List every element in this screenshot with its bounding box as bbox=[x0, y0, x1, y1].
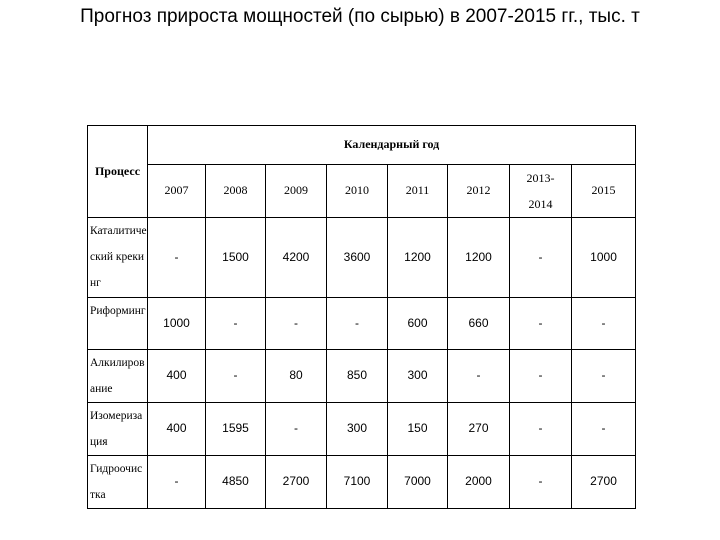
process-name: Алкилирование bbox=[88, 350, 148, 403]
table-cell: - bbox=[448, 350, 510, 403]
table-cell: 7100 bbox=[327, 456, 388, 509]
table-cell: 2700 bbox=[266, 456, 327, 509]
year-header: 2009 bbox=[266, 165, 327, 218]
process-name: Риформинг bbox=[88, 298, 148, 350]
table-header-row bbox=[88, 126, 636, 165]
table-cell: 1000 bbox=[572, 218, 636, 298]
table-cell: 660 bbox=[448, 298, 510, 350]
table-cell: 270 bbox=[448, 403, 510, 456]
table-cell: 1595 bbox=[206, 403, 266, 456]
year-header: 2011 bbox=[388, 165, 448, 218]
table-cell: 2700 bbox=[572, 456, 636, 509]
table-cell: - bbox=[327, 298, 388, 350]
table-cell: - bbox=[206, 298, 266, 350]
table-cell: 1000 bbox=[148, 298, 206, 350]
table-cell: 80 bbox=[266, 350, 327, 403]
table-cell: - bbox=[148, 456, 206, 509]
process-name: Гидроочистка bbox=[88, 456, 148, 509]
year-header: 2012 bbox=[448, 165, 510, 218]
table-cell: - bbox=[510, 403, 572, 456]
table-cell: 300 bbox=[327, 403, 388, 456]
process-name: Изомеризация bbox=[88, 403, 148, 456]
table-cell: 600 bbox=[388, 298, 448, 350]
table-cell: - bbox=[148, 218, 206, 298]
table-cell: 4200 bbox=[266, 218, 327, 298]
table-cell: - bbox=[266, 298, 327, 350]
table-cell: - bbox=[572, 350, 636, 403]
table-cell: - bbox=[510, 350, 572, 403]
year-header: 2015 bbox=[572, 165, 636, 218]
table-row bbox=[88, 298, 636, 350]
table-cell: - bbox=[206, 350, 266, 403]
table-cell: - bbox=[266, 403, 327, 456]
table-cell: - bbox=[510, 456, 572, 509]
capacity-table bbox=[87, 125, 636, 509]
year-header: 2007 bbox=[148, 165, 206, 218]
table-cell: 400 bbox=[148, 350, 206, 403]
years-row bbox=[88, 165, 636, 218]
table-cell: 1500 bbox=[206, 218, 266, 298]
table-cell: 850 bbox=[327, 350, 388, 403]
table-row bbox=[88, 456, 636, 509]
table-row bbox=[88, 403, 636, 456]
calendar-year-header: Календарный год bbox=[148, 126, 636, 165]
table-cell: 150 bbox=[388, 403, 448, 456]
table-row bbox=[88, 218, 636, 298]
table-cell: 2000 bbox=[448, 456, 510, 509]
year-header: 2013- 2014 bbox=[510, 165, 572, 218]
table-cell: - bbox=[510, 218, 572, 298]
table-row bbox=[88, 350, 636, 403]
table-cell: 3600 bbox=[327, 218, 388, 298]
slide-title: Прогноз прироста мощностей (по сырью) в 2007-2015 гг., тыс. т bbox=[80, 6, 640, 27]
table-cell: 1200 bbox=[388, 218, 448, 298]
year-header: 2010 bbox=[327, 165, 388, 218]
table-cell: 4850 bbox=[206, 456, 266, 509]
year-header: 2008 bbox=[206, 165, 266, 218]
table-cell: 1200 bbox=[448, 218, 510, 298]
table-cell: 400 bbox=[148, 403, 206, 456]
table-cell: 7000 bbox=[388, 456, 448, 509]
table-cell: - bbox=[572, 403, 636, 456]
process-name: Каталитический крекинг bbox=[88, 218, 148, 298]
table-cell: - bbox=[572, 298, 636, 350]
process-header: Процесс bbox=[88, 126, 148, 218]
table-cell: - bbox=[510, 298, 572, 350]
table-cell: 300 bbox=[388, 350, 448, 403]
